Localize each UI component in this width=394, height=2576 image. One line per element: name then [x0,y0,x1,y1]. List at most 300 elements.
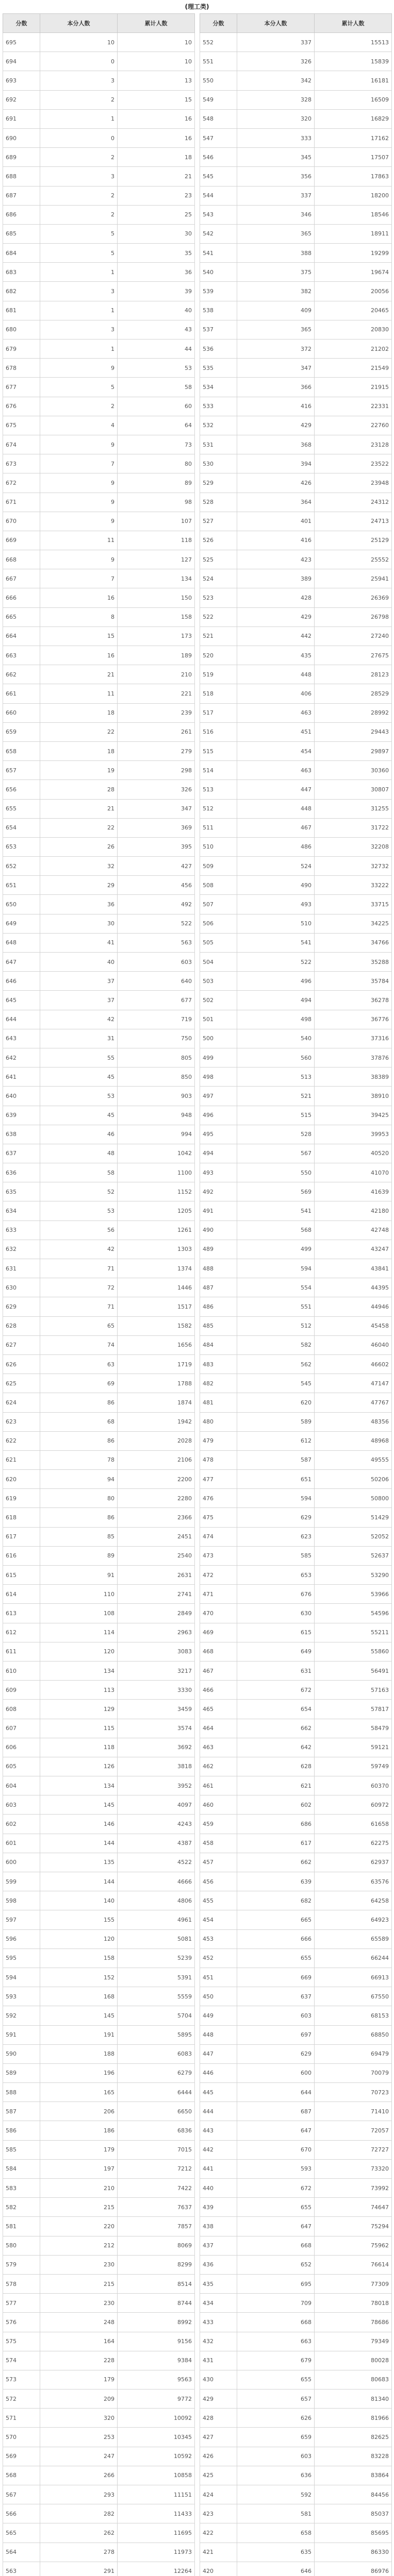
score-cell: 676 [3,397,40,416]
count-cell: 551 [237,1297,315,1316]
count-cell: 0 [40,52,118,71]
table-row [3,109,195,128]
score-cell: 524 [200,569,237,588]
score-cell: 630 [3,1278,40,1297]
score-cell: 452 [200,1948,237,1968]
cumulative-cell: 73320 [315,2159,392,2178]
score-cell: 506 [200,914,237,933]
table-row [200,2543,392,2562]
score-cell: 668 [3,550,40,569]
score-cell: 572 [3,2389,40,2409]
score-cell: 637 [3,1144,40,1163]
table-row [200,531,392,550]
table-row [200,626,392,646]
cumulative-cell: 64258 [315,1891,392,1910]
cumulative-cell: 4097 [118,1795,195,1815]
table-row [200,397,392,416]
count-cell: 594 [237,1489,315,1508]
count-cell: 5 [40,378,118,397]
count-cell: 657 [237,2389,315,2409]
table-row [3,454,195,473]
cumulative-cell: 50206 [315,1470,392,1489]
score-cell: 473 [200,1546,237,1565]
table-row [200,1125,392,1144]
score-cell: 471 [200,1585,237,1604]
count-cell: 676 [237,1585,315,1604]
count-cell: 666 [237,1929,315,1948]
count-cell: 120 [40,1642,118,1661]
count-cell: 215 [40,2198,118,2217]
cumulative-cell: 1374 [118,1259,195,1278]
count-cell: 9 [40,359,118,378]
cumulative-cell: 36278 [315,991,392,1010]
table-row [3,167,195,186]
table-row [3,2006,195,2025]
score-cell: 491 [200,1201,237,1221]
count-cell: 587 [237,1450,315,1469]
table-row [200,1489,392,1508]
table-row [3,1374,195,1393]
score-cell: 587 [3,2102,40,2121]
score-cell: 586 [3,2121,40,2140]
score-cell: 636 [3,1163,40,1182]
cumulative-cell: 48356 [315,1412,392,1431]
score-cell: 438 [200,2217,237,2236]
count-cell: 496 [237,972,315,991]
score-cell: 488 [200,1259,237,1278]
table-row [3,1010,195,1029]
count-cell: 65 [40,1316,118,1335]
count-cell: 291 [40,2562,118,2576]
table-row [200,1546,392,1565]
count-cell: 626 [237,2409,315,2428]
table-row [200,1738,392,1757]
cumulative-cell: 15513 [315,33,392,52]
score-cell: 615 [3,1566,40,1585]
header-count: 本分人数 [237,14,315,33]
table-row [3,148,195,167]
table-row [3,646,195,665]
table-row [3,2409,195,2428]
table-row [200,1661,392,1680]
table-row [200,282,392,301]
cumulative-cell: 427 [118,857,195,876]
cumulative-cell: 750 [118,1029,195,1048]
table-row [200,109,392,128]
table-row [3,1623,195,1642]
table-row [3,1795,195,1815]
score-cell: 505 [200,933,237,952]
score-cell: 585 [3,2140,40,2159]
table-row [200,2140,392,2159]
cumulative-cell: 4806 [118,1891,195,1910]
score-cell: 432 [200,2332,237,2351]
cumulative-cell: 27675 [315,646,392,665]
count-cell: 467 [237,818,315,837]
score-cell: 663 [3,646,40,665]
cumulative-cell: 67550 [315,1987,392,2006]
table-row [200,473,392,493]
score-cell: 569 [3,2447,40,2466]
cumulative-cell: 34766 [315,933,392,952]
count-cell: 135 [40,1853,118,1872]
score-cell: 611 [3,1642,40,1661]
count-cell: 63 [40,1354,118,1374]
table-row [3,378,195,397]
table-row [3,1872,195,1891]
count-cell: 686 [237,1815,315,1834]
cumulative-cell: 369 [118,818,195,837]
cumulative-cell: 10092 [118,2409,195,2428]
cumulative-cell: 3459 [118,1700,195,1719]
count-cell: 158 [40,1948,118,1968]
table-row [3,359,195,378]
cumulative-cell: 805 [118,1048,195,1067]
table-row [200,684,392,703]
cumulative-cell: 1942 [118,1412,195,1431]
cumulative-cell: 60 [118,397,195,416]
cumulative-cell: 69479 [315,2044,392,2063]
score-cell: 579 [3,2255,40,2274]
table-body-left [3,33,195,2576]
table-row [3,684,195,703]
count-cell: 36 [40,895,118,914]
count-cell: 401 [237,512,315,531]
count-cell: 541 [237,1201,315,1221]
table-row [200,1623,392,1642]
table-row [3,1546,195,1565]
cumulative-cell: 11433 [118,2504,195,2523]
score-cell: 439 [200,2198,237,2217]
cumulative-cell: 850 [118,1067,195,1087]
score-cell: 523 [200,588,237,607]
table-row [200,1642,392,1661]
count-cell: 670 [237,2140,315,2159]
score-cell: 434 [200,2294,237,2313]
count-cell: 582 [237,1335,315,1354]
cumulative-cell: 2451 [118,1527,195,1546]
cumulative-cell: 75962 [315,2236,392,2255]
count-cell: 562 [237,1354,315,1374]
score-cell: 511 [200,818,237,837]
cumulative-cell: 78018 [315,2294,392,2313]
table-row [3,1815,195,1834]
table-row [200,416,392,435]
table-row [3,2485,195,2504]
table-row [200,1106,392,1125]
table-row [3,1776,195,1795]
count-cell: 48 [40,1144,118,1163]
score-cell: 453 [200,1929,237,1948]
score-cell: 687 [3,186,40,205]
score-cell: 584 [3,2159,40,2178]
count-cell: 429 [237,607,315,626]
table-row [200,454,392,473]
score-cell: 462 [200,1757,237,1776]
count-cell: 146 [40,1815,118,1834]
score-cell: 540 [200,263,237,282]
cumulative-cell: 43247 [315,1240,392,1259]
table-row [3,2236,195,2255]
cumulative-cell: 44946 [315,1297,392,1316]
cumulative-cell: 39 [118,282,195,301]
cumulative-cell: 19299 [315,244,392,263]
count-cell: 2 [40,397,118,416]
count-cell: 448 [237,665,315,684]
table-row [3,1508,195,1527]
score-cell: 520 [200,646,237,665]
count-cell: 129 [40,1700,118,1719]
table-row [3,320,195,339]
score-cell: 499 [200,1048,237,1067]
score-cell: 605 [3,1757,40,1776]
count-cell: 40 [40,953,118,972]
count-cell: 42 [40,1010,118,1029]
score-cell: 467 [200,1661,237,1680]
cumulative-cell: 44 [118,340,195,359]
table-row [200,1412,392,1431]
table-row [200,2332,392,2351]
count-cell: 603 [237,2006,315,2025]
score-cell: 463 [200,1738,237,1757]
cumulative-cell: 8069 [118,2236,195,2255]
cumulative-cell: 18200 [315,186,392,205]
score-cell: 647 [3,953,40,972]
cumulative-cell: 1874 [118,1393,195,1412]
table-row [3,607,195,626]
score-cell: 481 [200,1393,237,1412]
score-cell: 461 [200,1776,237,1795]
count-cell: 209 [40,2389,118,2409]
score-cell: 425 [200,2466,237,2485]
score-cell: 695 [3,33,40,52]
table-row [200,1144,392,1163]
table-row [200,914,392,933]
score-cell: 519 [200,665,237,684]
table-row [200,378,392,397]
count-cell: 86 [40,1431,118,1450]
table-row [200,1681,392,1700]
cumulative-cell: 522 [118,914,195,933]
score-cell: 674 [3,435,40,454]
table-row [200,1470,392,1489]
cumulative-cell: 107 [118,512,195,531]
score-cell: 536 [200,340,237,359]
cumulative-cell: 2741 [118,1585,195,1604]
count-cell: 365 [237,224,315,243]
cumulative-cell: 395 [118,837,195,856]
count-cell: 145 [40,2006,118,2025]
count-cell: 494 [237,991,315,1010]
cumulative-cell: 25552 [315,550,392,569]
count-cell: 560 [237,1048,315,1067]
score-cell: 623 [3,1412,40,1431]
cumulative-cell: 239 [118,703,195,722]
table-row [3,1393,195,1412]
count-cell: 629 [237,1508,315,1527]
count-cell: 7 [40,454,118,473]
score-cell: 600 [3,1853,40,1872]
score-cell: 529 [200,473,237,493]
count-cell: 623 [237,1527,315,1546]
cumulative-cell: 35 [118,244,195,263]
score-cell: 444 [200,2102,237,2121]
cumulative-cell: 11695 [118,2523,195,2543]
score-cell: 639 [3,1106,40,1125]
score-cell: 498 [200,1067,237,1087]
score-cell: 635 [3,1182,40,1201]
table-row [3,1029,195,1048]
cumulative-cell: 158 [118,607,195,626]
score-cell: 656 [3,780,40,799]
table-row [3,1470,195,1489]
cumulative-cell: 38910 [315,1087,392,1106]
cumulative-cell: 1788 [118,1374,195,1393]
score-cell: 657 [3,761,40,780]
table-row [3,71,195,90]
score-cell: 682 [3,282,40,301]
table-row [3,933,195,952]
table-row [200,876,392,895]
cumulative-cell: 1261 [118,1221,195,1240]
score-cell: 693 [3,71,40,90]
table-body-right [200,33,392,2576]
score-cell: 502 [200,991,237,1010]
table-row [3,1163,195,1182]
score-cell: 551 [200,52,237,71]
score-cell: 474 [200,1527,237,1546]
table-row [200,2044,392,2063]
count-cell: 262 [40,2523,118,2543]
table-row [3,914,195,933]
score-cell: 624 [3,1393,40,1412]
score-cell: 495 [200,1125,237,1144]
cumulative-cell: 948 [118,1106,195,1125]
count-cell: 655 [237,2370,315,2389]
score-cell: 653 [3,837,40,856]
table-row [3,722,195,741]
table-row [3,2121,195,2140]
table-row [200,2025,392,2044]
score-cell: 595 [3,1948,40,1968]
score-cell: 659 [3,722,40,741]
count-cell: 652 [237,2255,315,2274]
count-cell: 16 [40,646,118,665]
cumulative-cell: 43841 [315,1259,392,1278]
table-row [200,33,392,52]
table-row [3,2543,195,2562]
count-cell: 486 [237,837,315,856]
score-cell: 547 [200,128,237,147]
score-cell: 645 [3,991,40,1010]
cumulative-cell: 8299 [118,2255,195,2274]
cumulative-cell: 80683 [315,2370,392,2389]
score-cell: 580 [3,2236,40,2255]
score-cell: 508 [200,876,237,895]
table-row [3,1240,195,1259]
table-row [200,1201,392,1221]
cumulative-cell: 16829 [315,109,392,128]
score-cell: 577 [3,2294,40,2313]
score-cell: 655 [3,799,40,818]
cumulative-cell: 66913 [315,1968,392,1987]
score-cell: 512 [200,799,237,818]
score-cell: 616 [3,1546,40,1565]
score-cell: 428 [200,2409,237,2428]
table-row [200,2351,392,2370]
table-row [200,2083,392,2102]
count-cell: 228 [40,2351,118,2370]
score-cell: 646 [3,972,40,991]
score-cell: 574 [3,2351,40,2370]
cumulative-cell: 7015 [118,2140,195,2159]
score-cell: 460 [200,1795,237,1815]
count-cell: 9 [40,550,118,569]
table-row [200,780,392,799]
score-cell: 620 [3,1470,40,1489]
cumulative-cell: 62937 [315,1853,392,1872]
table-row [200,2447,392,2466]
count-cell: 165 [40,2083,118,2102]
cumulative-cell: 7212 [118,2159,195,2178]
count-cell: 91 [40,1566,118,1585]
score-cell: 456 [200,1872,237,1891]
table-row [200,2370,392,2389]
table-row [200,2409,392,2428]
cumulative-cell: 492 [118,895,195,914]
count-cell: 659 [237,2428,315,2447]
count-cell: 493 [237,895,315,914]
cumulative-cell: 32732 [315,857,392,876]
score-cell: 666 [3,588,40,607]
count-cell: 524 [237,857,315,876]
count-cell: 10 [40,33,118,52]
cumulative-cell: 38389 [315,1067,392,1087]
cumulative-cell: 18546 [315,205,392,224]
cumulative-cell: 2540 [118,1546,195,1565]
table-row [3,953,195,972]
table-row [3,2217,195,2236]
score-cell: 483 [200,1354,237,1374]
cumulative-cell: 39425 [315,1106,392,1125]
cumulative-cell: 9772 [118,2389,195,2409]
score-cell: 644 [3,1010,40,1029]
count-cell: 592 [237,2485,315,2504]
table-row [3,1106,195,1125]
score-cell: 688 [3,167,40,186]
score-cell: 593 [3,1987,40,2006]
count-cell: 454 [237,741,315,760]
table-row [3,2044,195,2063]
cumulative-cell: 2366 [118,1508,195,1527]
count-cell: 19 [40,761,118,780]
cumulative-cell: 23948 [315,473,392,493]
table-row [3,1738,195,1757]
table-row [3,2294,195,2313]
cumulative-cell: 28992 [315,703,392,722]
count-cell: 695 [237,2274,315,2293]
table-row [200,837,392,856]
count-cell: 114 [40,1623,118,1642]
table-row [3,1335,195,1354]
score-cell: 680 [3,320,40,339]
cumulative-cell: 12264 [118,2562,195,2576]
table-row [3,1125,195,1144]
table-row [3,761,195,780]
table-row [3,205,195,224]
count-cell: 342 [237,71,315,90]
table-row [200,1700,392,1719]
